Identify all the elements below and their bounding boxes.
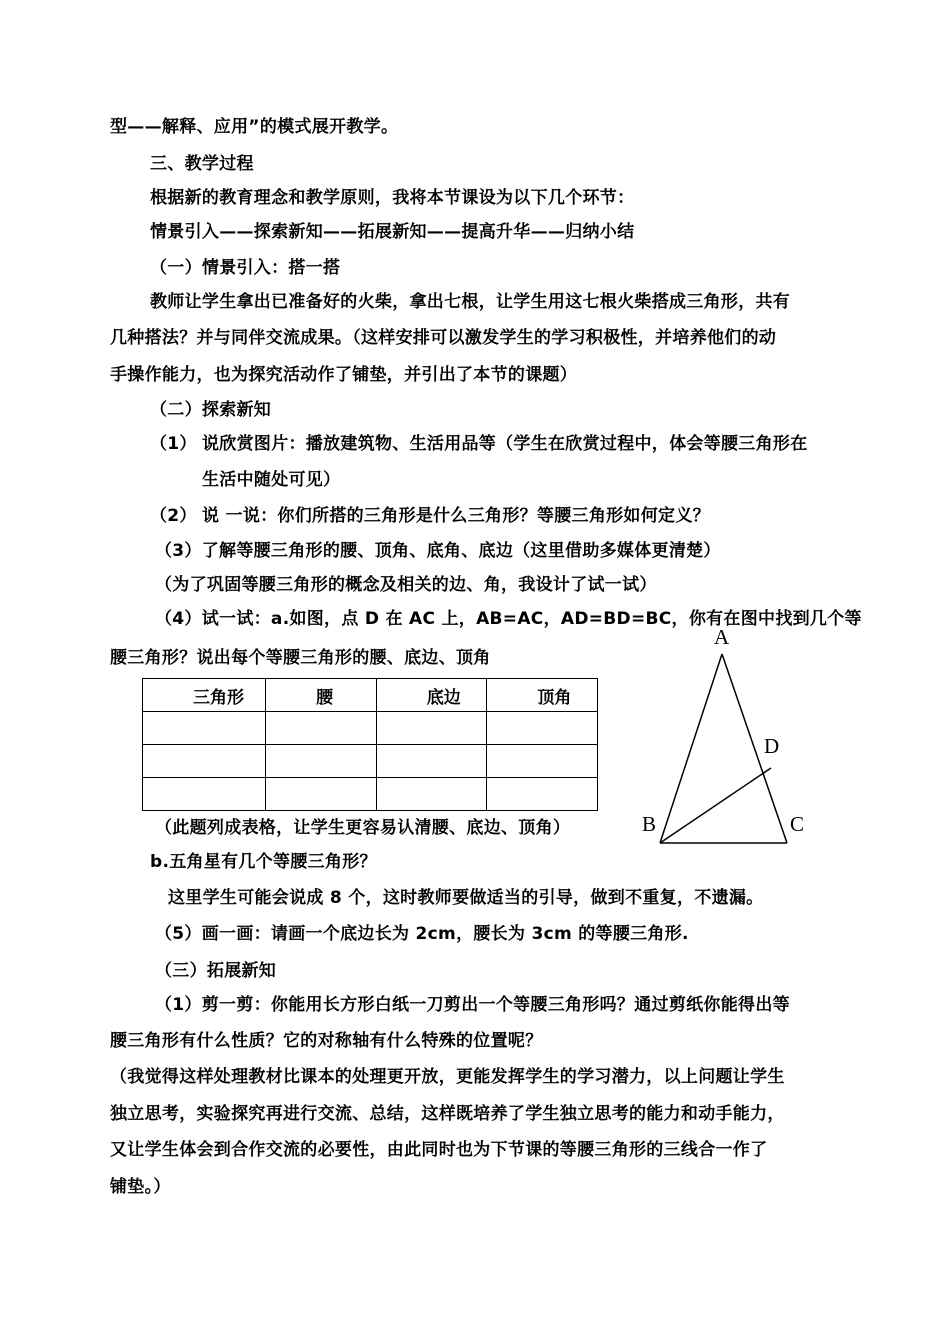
- section-heading-teaching-process: 三、教学过程: [150, 154, 254, 174]
- text-line: 教师让学生拿出已准备好的火柴，拿出七根，让学生用这七根火柴搭成三角形，共有: [150, 292, 791, 312]
- vertex-label-a: A: [714, 625, 730, 649]
- list-marker: （2）: [150, 506, 197, 526]
- table-header-cell: 三角形: [143, 679, 266, 712]
- table-cell: [487, 778, 598, 811]
- text-line: 说 一说：你们所搭的三角形是什么三角形？等腰三角形如何定义？: [202, 506, 710, 526]
- text-line: 又让学生体会到合作交流的必要性，由此同时也为下节课的等腰三角形的三线合一作了: [110, 1140, 768, 1160]
- table-header-cell: 底边: [376, 679, 487, 712]
- point-label-d: D: [764, 734, 780, 758]
- text-line: 铺垫。）: [110, 1177, 171, 1197]
- table-cell: [487, 745, 598, 778]
- text-line: 独立思考，实验探究再进行交流、总结，这样既培养了学生独立思考的能力和动手能力，: [110, 1104, 785, 1124]
- table-cell: [143, 712, 266, 745]
- table-header-cell: 顶角: [487, 679, 598, 712]
- text-line: 腰三角形有什么性质？它的对称轴有什么特殊的位置呢？: [110, 1031, 543, 1051]
- text-line: 手操作能力，也为探究活动作了铺垫，并引出了本节的课题）: [110, 365, 578, 385]
- table-header-row: [143, 679, 598, 712]
- text-line: （为了巩固等腰三角形的概念及相关的边、角，我设计了试一试）: [155, 575, 657, 595]
- triangle-figure: [630, 620, 830, 860]
- text-line: （4）试一试：a.如图，点 D 在 AC 上，AB=AC，AD=BD=BC，你有在图中找到几个等: [155, 609, 862, 629]
- segment-bd: [660, 768, 771, 843]
- table-cell: [376, 745, 487, 778]
- table-header-cell: 腰: [266, 679, 377, 712]
- text-line: （1）剪一剪：你能用长方形白纸一刀剪出一个等腰三角形吗？通过剪纸你能得出等: [155, 995, 790, 1015]
- table-cell: [143, 778, 266, 811]
- table-cell: [266, 712, 377, 745]
- subheading-extend: （三）拓展新知: [155, 961, 277, 981]
- table-cell: [143, 745, 266, 778]
- table-cell: [376, 778, 487, 811]
- table-cell: [376, 712, 487, 745]
- text-line: （5）画一画：请画一个底边长为 2cm，腰长为 3cm 的等腰三角形.: [155, 924, 689, 944]
- vertex-label-c: C: [790, 812, 805, 836]
- text-line: b.五角星有几个等腰三角形？: [150, 852, 377, 872]
- vertex-label-b: B: [642, 812, 657, 836]
- text-line: 这里学生可能会说成 8 个，这时教师要做适当的引导，做到不重复，不遗漏。: [168, 888, 764, 908]
- text-line: 几种搭法？并与同伴交流成果。（这样安排可以激发学生的学习积极性，并培养他们的动: [110, 328, 777, 348]
- segment-ab: [660, 654, 722, 843]
- table-cell: [487, 712, 598, 745]
- table-row: [143, 778, 598, 811]
- text-line: 说欣赏图片：播放建筑物、生活用品等（学生在欣赏过程中，体会等腰三角形在: [202, 434, 808, 454]
- table-row: [143, 745, 598, 778]
- subheading-scenario-intro: （一）情景引入：搭一搭: [150, 258, 341, 278]
- text-line: 根据新的教育理念和教学原则，我将本节课设为以下几个环节：: [150, 188, 635, 208]
- text-line: 情景引入——探索新知——拓展新知——提高升华——归纳小结: [150, 222, 635, 242]
- subheading-explore: （二）探索新知: [150, 400, 272, 420]
- text-line: 腰三角形？说出每个等腰三角形的腰、底边、顶角: [110, 648, 491, 668]
- table-cell: [266, 745, 377, 778]
- text-line: （此题列成表格，让学生更容易认清腰、底边、顶角）: [155, 818, 571, 838]
- text-line: 型——解释、应用”的模式展开教学。: [110, 117, 399, 137]
- text-line: （我觉得这样处理教材比课本的处理更开放，更能发挥学生的学习潜力，以上问题让学生: [110, 1067, 785, 1087]
- text-line: （3）了解等腰三角形的腰、顶角、底角、底边（这里借助多媒体更清楚）: [155, 541, 721, 561]
- isosceles-triangle-table: [142, 678, 598, 811]
- table-row: [143, 712, 598, 745]
- text-line: 生活中随处可见）: [202, 470, 341, 490]
- list-marker: （1）: [150, 434, 197, 454]
- table-cell: [266, 778, 377, 811]
